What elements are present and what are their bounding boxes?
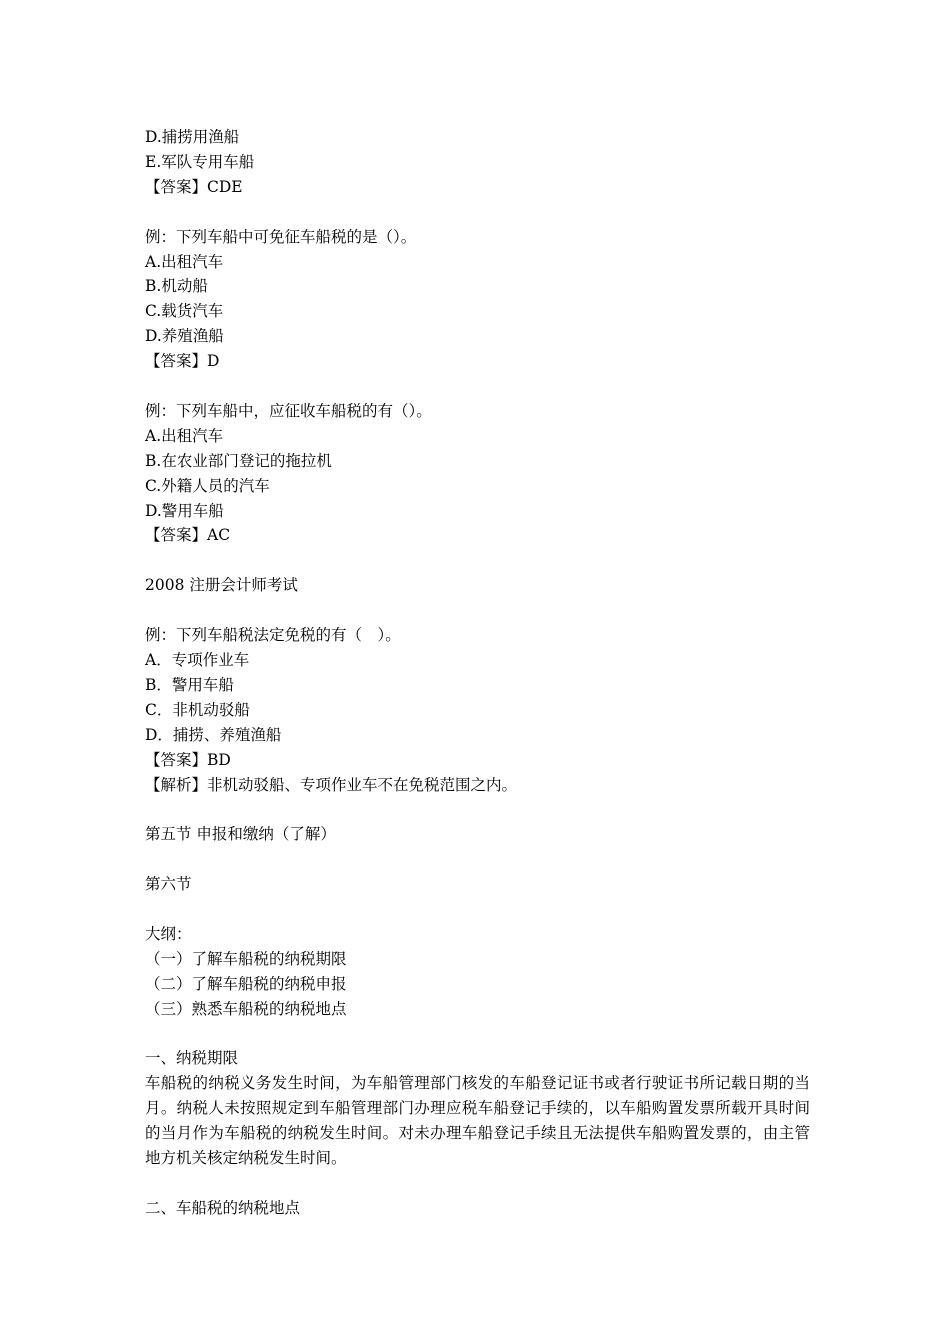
- text-line: 例：下列车船中可免征车船税的是（）。: [145, 227, 417, 246]
- paragraph: 车船税的纳税义务发生时间，为车船管理部门核发的车船登记证书或者行驶证书所记载日期的当月。纳税人未按照规定到车船管理部门办理应税车船登记手续的，以车船购置发票所载开具时间的当月作为车船税的纳税发生时间。对未办理车船登记手续且无法提供车船购置发票的，由主管地方机关核定纳税发生时间。: [145, 1074, 810, 1168]
- text-line: 二、车船税的纳税地点: [145, 1198, 301, 1217]
- text-line: B.在农业部门登记的拖拉机: [145, 451, 332, 470]
- text-line: 大纲：: [145, 924, 192, 943]
- blank-line: [145, 1171, 810, 1196]
- text-line: 【答案】CDE: [145, 177, 243, 196]
- text-line: D.养殖渔船: [145, 327, 224, 346]
- text-line: D.捕捞用渔船: [145, 128, 240, 146]
- text-line: A.出租汽车: [145, 426, 224, 445]
- text-line: 一、纳税期限: [145, 1049, 239, 1068]
- text-line: C．非机动驳船: [145, 700, 250, 719]
- text-line: 2008 注册会计师考试: [145, 576, 298, 595]
- text-line: 【答案】D: [145, 352, 220, 371]
- blank-line: [145, 548, 810, 573]
- text-line: 例：下列车船中，应征收车船税的有（）。: [145, 401, 432, 420]
- text-line: C.外籍人员的汽车: [145, 476, 270, 495]
- text-line: （三）熟悉车船税的纳税地点: [145, 999, 347, 1018]
- blank-line: [145, 1022, 810, 1047]
- blank-line: [145, 200, 810, 225]
- text-line: 例：下列车船税法定免税的有（ ）。: [145, 626, 401, 645]
- blank-line: [145, 897, 810, 922]
- blank-line: [145, 847, 810, 872]
- text-line: A.出租汽车: [145, 252, 224, 271]
- text-line: 第六节: [145, 875, 192, 894]
- text-line: B．警用车船: [145, 675, 234, 694]
- text-line: C.载货汽车: [145, 302, 224, 321]
- text-line: 【解析】非机动驳船、专项作业车不在免税范围之内。: [145, 775, 518, 794]
- text-line: 【答案】AC: [145, 526, 231, 545]
- blank-line: [145, 797, 810, 822]
- text-line: （一）了解车船税的纳税期限: [145, 949, 347, 968]
- text-line: D．捕捞、养殖渔船: [145, 725, 282, 744]
- blank-line: [145, 374, 810, 399]
- text-line: （二）了解车船税的纳税申报: [145, 974, 347, 993]
- document-page: [145, 125, 810, 1221]
- text-line: D.警用车船: [145, 501, 224, 520]
- text-line: 第五节 申报和缴纳（了解）: [145, 825, 336, 844]
- text-line: B.机动船: [145, 277, 208, 296]
- text-line: A．专项作业车: [145, 650, 250, 669]
- text-line: 【答案】BD: [145, 750, 231, 769]
- text-line: E.军队专用车船: [145, 152, 255, 171]
- blank-line: [145, 598, 810, 623]
